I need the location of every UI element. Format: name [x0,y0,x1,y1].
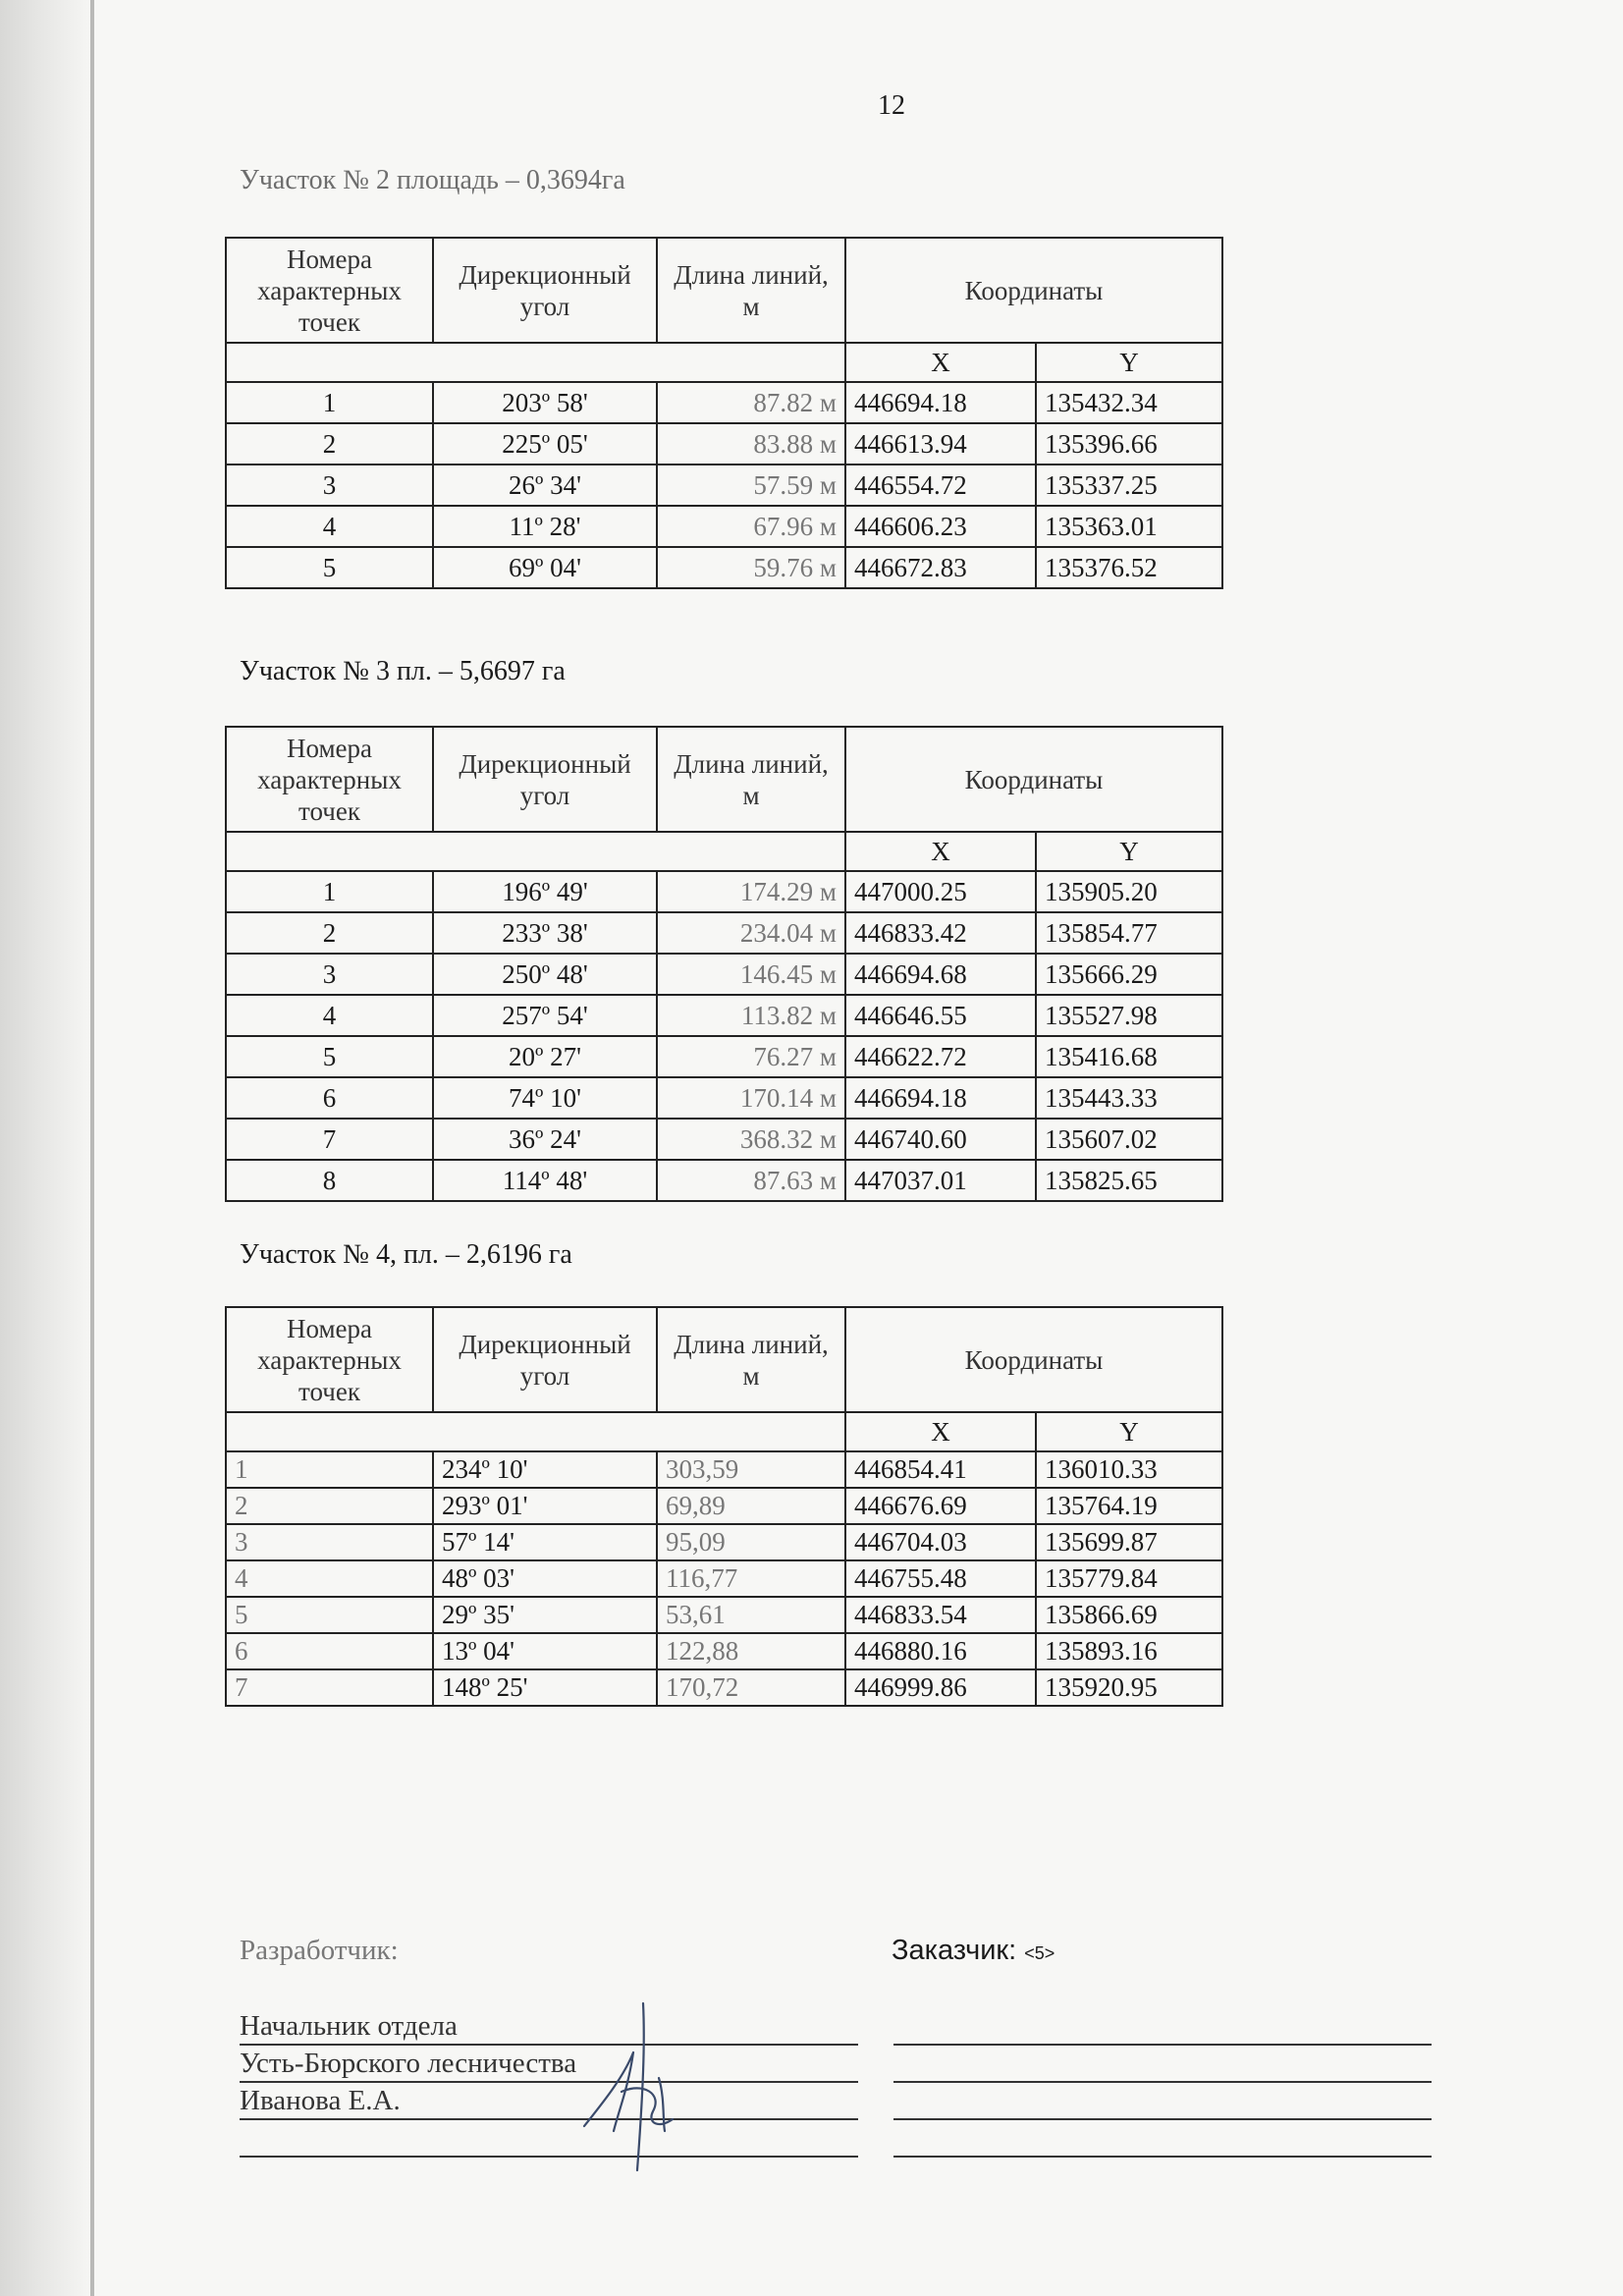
table-row [226,1633,1222,1669]
length-cell: 95,09 [657,1524,845,1560]
angle-cell: 257º 54' [433,995,657,1036]
point-number-cell: 5 [226,1597,433,1633]
signature-line [240,2044,858,2046]
point-number-cell: 3 [226,954,433,995]
point-number-cell: 5 [226,1036,433,1077]
length-cell: 67.96 м [657,506,845,547]
point-number-cell: 1 [226,871,433,912]
table-row [226,1451,1222,1488]
y-coordinate-cell: 135416.68 [1036,1036,1222,1077]
signature-line [240,2118,858,2120]
point-number-cell: 6 [226,1633,433,1669]
x-coordinate-cell: 446694.18 [845,1077,1036,1119]
length-cell: 234.04 м [657,912,845,954]
table-row [226,1036,1222,1077]
length-cell: 170.14 м [657,1077,845,1119]
developer-name: Иванова Е.А. [240,2085,401,2116]
x-coordinate-cell: 446622.72 [845,1036,1036,1077]
header-angle: Дирекционный угол [433,727,657,832]
plot-3-rows [226,871,1222,1201]
length-cell: 368.32 м [657,1119,845,1160]
point-number-cell: 5 [226,547,433,588]
angle-cell: 203º 58' [433,382,657,423]
customer-signature-line [893,2081,1432,2083]
scan-binding-shadow [0,0,94,2296]
plot-2-rows [226,382,1222,588]
length-cell: 53,61 [657,1597,845,1633]
table-row [226,1077,1222,1119]
angle-cell: 11º 28' [433,506,657,547]
angle-cell: 293º 01' [433,1488,657,1524]
x-coordinate-cell: 446755.48 [845,1560,1036,1597]
customer-signature-line [893,2156,1432,2158]
point-number-cell: 4 [226,1560,433,1597]
table-row [226,423,1222,465]
x-coordinate-cell: 446646.55 [845,995,1036,1036]
y-coordinate-cell: 135893.16 [1036,1633,1222,1669]
y-coordinate-cell: 135607.02 [1036,1119,1222,1160]
point-number-cell: 8 [226,1160,433,1201]
header-length: Длина линий, м [657,727,845,832]
angle-cell: 196º 49' [433,871,657,912]
angle-cell: 69º 04' [433,547,657,588]
table-row [226,1669,1222,1706]
header-points: Номера характерных точек [226,1307,433,1412]
y-coordinate-cell: 135920.95 [1036,1669,1222,1706]
y-coordinate-cell: 135432.34 [1036,382,1222,423]
y-coordinate-cell: 135527.98 [1036,995,1222,1036]
angle-cell: 74º 10' [433,1077,657,1119]
point-number-cell: 4 [226,995,433,1036]
y-coordinate-cell: 135666.29 [1036,954,1222,995]
table-row [226,954,1222,995]
header-spacer [226,343,845,382]
length-cell: 303,59 [657,1451,845,1488]
developer-label: Разработчик: [240,1935,399,1966]
x-coordinate-cell: 446606.23 [845,506,1036,547]
header-length: Длина линий, м [657,1307,845,1412]
header-x: X [845,343,1036,382]
angle-cell: 114º 48' [433,1160,657,1201]
scan-binding-edge [90,0,94,2296]
plot-4-table [225,1306,1223,1707]
table-row [226,1488,1222,1524]
length-cell: 83.88 м [657,423,845,465]
y-coordinate-cell: 136010.33 [1036,1451,1222,1488]
header-points: Номера характерных точек [226,727,433,832]
angle-cell: 13º 04' [433,1633,657,1669]
customer-label-block [892,1935,1055,1967]
y-coordinate-cell: 135376.52 [1036,547,1222,588]
table-row [226,995,1222,1036]
x-coordinate-cell: 446833.42 [845,912,1036,954]
y-coordinate-cell: 135854.77 [1036,912,1222,954]
header-coords: Координаты [845,1307,1222,1412]
y-coordinate-cell: 135396.66 [1036,423,1222,465]
header-y: Y [1036,1412,1222,1451]
developer-position: Начальник отдела [240,2010,458,2042]
point-number-cell: 3 [226,1524,433,1560]
x-coordinate-cell: 446676.69 [845,1488,1036,1524]
table-row [226,871,1222,912]
point-number-cell: 4 [226,506,433,547]
angle-cell: 233º 38' [433,912,657,954]
x-coordinate-cell: 446999.86 [845,1669,1036,1706]
customer-signature-line [893,2044,1432,2046]
x-coordinate-cell: 446880.16 [845,1633,1036,1669]
point-number-cell: 6 [226,1077,433,1119]
angle-cell: 234º 10' [433,1451,657,1488]
table-row [226,1119,1222,1160]
plot-3-table [225,726,1223,1202]
table-row [226,506,1222,547]
angle-cell: 36º 24' [433,1119,657,1160]
developer-organization: Усть-Бюрского лесничества [240,2048,577,2079]
length-cell: 174.29 м [657,871,845,912]
x-coordinate-cell: 447037.01 [845,1160,1036,1201]
angle-cell: 29º 35' [433,1597,657,1633]
signature-line [240,2156,858,2158]
x-coordinate-cell: 446694.68 [845,954,1036,995]
y-coordinate-cell: 135337.25 [1036,465,1222,506]
y-coordinate-cell: 135764.19 [1036,1488,1222,1524]
angle-cell: 26º 34' [433,465,657,506]
plot-2-table [225,237,1223,589]
length-cell: 57.59 м [657,465,845,506]
x-coordinate-cell: 446833.54 [845,1597,1036,1633]
angle-cell: 48º 03' [433,1560,657,1597]
page-number: 12 [878,90,905,121]
point-number-cell: 3 [226,465,433,506]
plot-2-title: Участок № 2 площадь – 0,3694га [240,165,625,195]
customer-label: Заказчик: [892,1935,1017,1966]
plot-4-title: Участок № 4, пл. – 2,6196 га [240,1239,572,1270]
y-coordinate-cell: 135779.84 [1036,1560,1222,1597]
point-number-cell: 7 [226,1119,433,1160]
angle-cell: 225º 05' [433,423,657,465]
table-row [226,1597,1222,1633]
length-cell: 146.45 м [657,954,845,995]
signature-line [240,2081,858,2083]
header-x: X [845,1412,1036,1451]
point-number-cell: 2 [226,1488,433,1524]
y-coordinate-cell: 135699.87 [1036,1524,1222,1560]
angle-cell: 250º 48' [433,954,657,995]
point-number-cell: 1 [226,1451,433,1488]
length-cell: 59.76 м [657,547,845,588]
customer-signature-line [893,2118,1432,2120]
table-row [226,1560,1222,1597]
point-number-cell: 2 [226,912,433,954]
handwritten-signature [574,1984,692,2180]
length-cell: 170,72 [657,1669,845,1706]
x-coordinate-cell: 446672.83 [845,547,1036,588]
y-coordinate-cell: 135866.69 [1036,1597,1222,1633]
table-row [226,1160,1222,1201]
header-points: Номера характерных точек [226,238,433,343]
point-number-cell: 7 [226,1669,433,1706]
plot-3-title: Участок № 3 пл. – 5,6697 га [240,656,566,686]
customer-placeholder: <5> [1024,1943,1055,1963]
y-coordinate-cell: 135443.33 [1036,1077,1222,1119]
y-coordinate-cell: 135825.65 [1036,1160,1222,1201]
table-row [226,1524,1222,1560]
x-coordinate-cell: 446704.03 [845,1524,1036,1560]
x-coordinate-cell: 446740.60 [845,1119,1036,1160]
header-spacer [226,832,845,871]
length-cell: 76.27 м [657,1036,845,1077]
header-y: Y [1036,343,1222,382]
y-coordinate-cell: 135905.20 [1036,871,1222,912]
angle-cell: 57º 14' [433,1524,657,1560]
header-length: Длина линий, м [657,238,845,343]
header-x: X [845,832,1036,871]
x-coordinate-cell: 447000.25 [845,871,1036,912]
table-row [226,465,1222,506]
x-coordinate-cell: 446613.94 [845,423,1036,465]
x-coordinate-cell: 446554.72 [845,465,1036,506]
header-spacer [226,1412,845,1451]
y-coordinate-cell: 135363.01 [1036,506,1222,547]
length-cell: 87.82 м [657,382,845,423]
angle-cell: 148º 25' [433,1669,657,1706]
length-cell: 122,88 [657,1633,845,1669]
table-row [226,547,1222,588]
header-coords: Координаты [845,238,1222,343]
header-angle: Дирекционный угол [433,1307,657,1412]
x-coordinate-cell: 446854.41 [845,1451,1036,1488]
header-coords: Координаты [845,727,1222,832]
length-cell: 116,77 [657,1560,845,1597]
header-angle: Дирекционный угол [433,238,657,343]
point-number-cell: 1 [226,382,433,423]
length-cell: 113.82 м [657,995,845,1036]
length-cell: 69,89 [657,1488,845,1524]
point-number-cell: 2 [226,423,433,465]
plot-4-rows [226,1451,1222,1706]
table-row [226,912,1222,954]
x-coordinate-cell: 446694.18 [845,382,1036,423]
header-y: Y [1036,832,1222,871]
table-row [226,382,1222,423]
length-cell: 87.63 м [657,1160,845,1201]
angle-cell: 20º 27' [433,1036,657,1077]
